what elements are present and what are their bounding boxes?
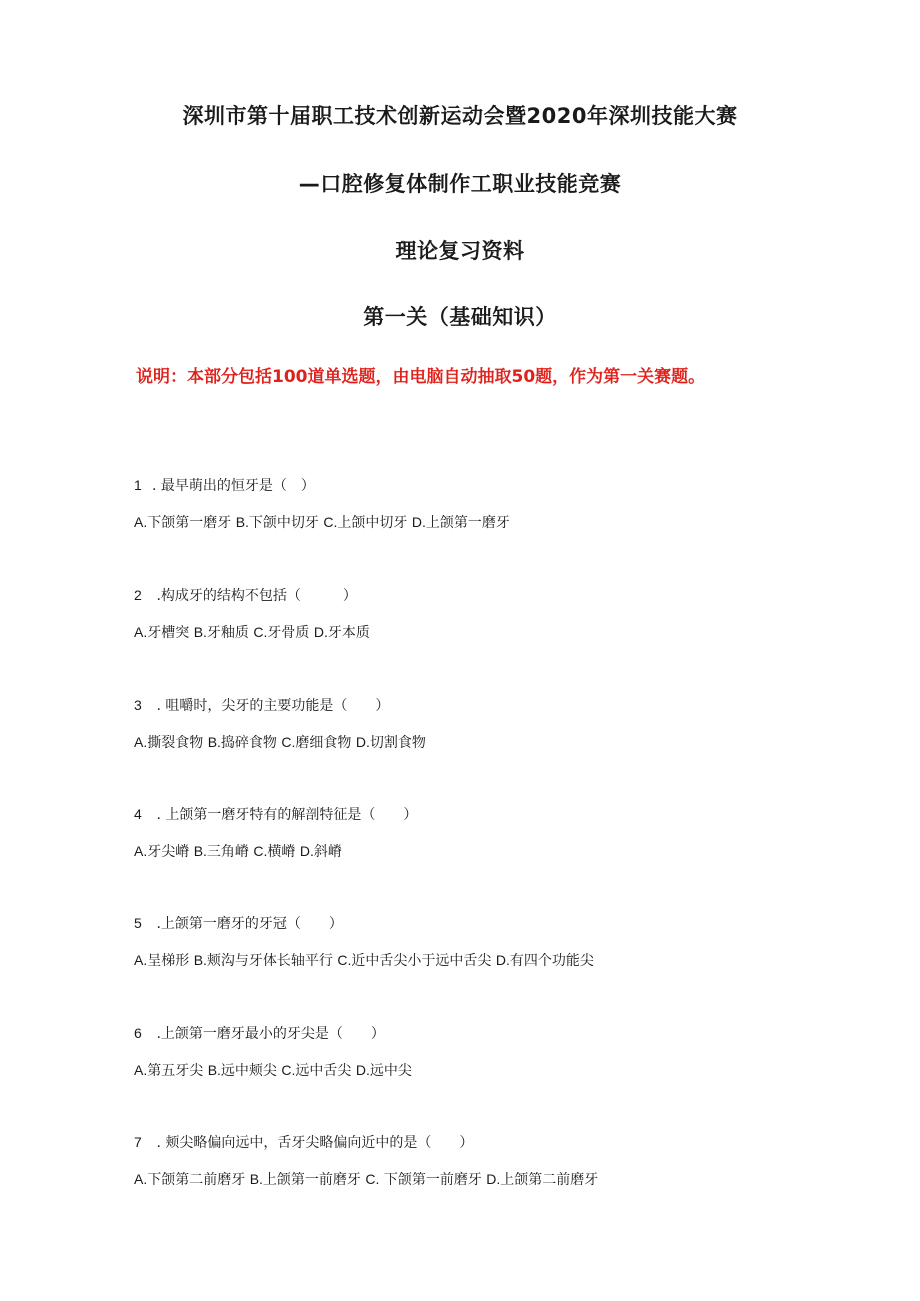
- option-text: 下颌第一前磨牙: [379, 1172, 487, 1188]
- question-text: .上颌第一磨牙最小的牙尖是（ ）: [152, 1026, 385, 1042]
- question-options: [134, 622, 370, 642]
- section-title: 第一关（基础知识）: [363, 305, 557, 329]
- question-6: [134, 1023, 385, 1043]
- question-1: [134, 475, 315, 495]
- option-text: 近中舌尖小于远中舌尖: [351, 953, 496, 969]
- option-text: 下颌中切牙: [248, 515, 324, 531]
- question-text: .构成牙的结构不包括（ ）: [152, 588, 357, 604]
- option-letter: A.: [134, 1171, 148, 1187]
- option-text: 远中舌尖: [295, 1063, 356, 1079]
- option-text: 远中颊尖: [220, 1063, 282, 1079]
- option-text: 牙本质: [327, 625, 370, 641]
- option-letter: C.: [337, 952, 352, 968]
- competition-subtitle: —口腔修复体制作工职业技能竞赛: [298, 172, 622, 196]
- option-letter: D.: [355, 734, 370, 750]
- option-letter: D.: [313, 624, 328, 640]
- option-text: 牙尖嵴: [147, 844, 194, 860]
- question-2: [134, 585, 357, 605]
- option-text: 下颌第一磨牙: [147, 515, 236, 531]
- option-text: 捣碎食物: [220, 735, 282, 751]
- option-text: 牙釉质: [206, 625, 254, 641]
- option-text: 切割食物: [369, 735, 426, 751]
- question-number: 6: [134, 1025, 142, 1041]
- question-text: . 最早萌出的恒牙是（ ）: [152, 478, 315, 494]
- option-text: 颊沟与牙体长轴平行: [206, 953, 338, 969]
- option-letter: C.: [281, 1062, 296, 1078]
- question-number: 4: [134, 806, 142, 822]
- question-number: 2: [134, 587, 142, 603]
- option-text: 第五牙尖: [147, 1063, 208, 1079]
- option-letter: B.: [207, 1062, 221, 1078]
- question-number: 3: [134, 697, 142, 713]
- question-7: [134, 1132, 473, 1152]
- option-text: 上颌中切牙: [337, 515, 412, 531]
- option-text: 有四个功能尖: [509, 953, 594, 969]
- question-number: 1: [134, 477, 142, 493]
- question-text: .上颌第一磨牙的牙冠（ ）: [152, 916, 343, 932]
- option-letter: A.: [134, 843, 148, 859]
- option-letter: C.: [253, 843, 268, 859]
- option-letter: B.: [235, 514, 249, 530]
- option-letter: C.: [323, 514, 338, 530]
- instructions-note: 说明：本部分包括100道单选题，由电脑自动抽取50题，作为第一关赛题。: [136, 367, 706, 387]
- question-options: [134, 1169, 598, 1189]
- option-letter: C.: [253, 624, 268, 640]
- question-options: [134, 1060, 412, 1080]
- question-options: [134, 841, 342, 861]
- option-letter: A.: [134, 1062, 148, 1078]
- option-letter: B.: [193, 624, 207, 640]
- option-letter: A.: [134, 734, 148, 750]
- option-letter: D.: [486, 1171, 501, 1187]
- option-text: 斜嵴: [313, 844, 342, 860]
- question-number: 7: [134, 1134, 142, 1150]
- option-text: 牙槽突: [147, 625, 194, 641]
- option-letter: C.: [281, 734, 296, 750]
- option-text: 磨细食物: [295, 735, 356, 751]
- question-4: [134, 804, 417, 824]
- option-letter: D.: [355, 1062, 370, 1078]
- option-letter: B.: [193, 952, 207, 968]
- option-letter: D.: [495, 952, 510, 968]
- option-text: 牙骨质: [267, 625, 314, 641]
- document-title: 深圳市第十届职工技术创新运动会暨2020年深圳技能大赛: [182, 104, 738, 128]
- material-title: 理论复习资料: [395, 239, 525, 263]
- option-text: 上颌第一磨牙: [425, 515, 510, 531]
- option-text: 远中尖: [369, 1063, 412, 1079]
- option-letter: D.: [299, 843, 314, 859]
- option-text: 上颌第一前磨牙: [262, 1172, 366, 1188]
- question-options: [134, 732, 426, 752]
- option-letter: C.: [365, 1171, 380, 1187]
- option-text: 上颌第二前磨牙: [500, 1172, 599, 1188]
- option-letter: B.: [193, 843, 207, 859]
- question-options: [134, 950, 594, 970]
- question-number: 5: [134, 915, 142, 931]
- option-letter: A.: [134, 624, 148, 640]
- option-letter: B.: [249, 1171, 263, 1187]
- option-text: 呈梯形: [147, 953, 194, 969]
- option-text: 三角嵴: [206, 844, 254, 860]
- option-text: 下颌第二前磨牙: [147, 1172, 250, 1188]
- option-letter: D.: [411, 514, 426, 530]
- option-letter: B.: [207, 734, 221, 750]
- question-text: . 颊尖略偏向远中，舌牙尖略偏向近中的是（ ）: [152, 1135, 474, 1151]
- question-options: [134, 512, 510, 532]
- question-5: [134, 913, 343, 933]
- option-text: 撕裂食物: [147, 735, 208, 751]
- option-letter: A.: [134, 952, 148, 968]
- question-text: . 上颌第一磨牙特有的解剖特征是（ ）: [152, 807, 418, 823]
- question-text: . 咀嚼时，尖牙的主要功能是（ ）: [152, 698, 390, 714]
- option-text: 横嵴: [267, 844, 300, 860]
- option-letter: A.: [134, 514, 148, 530]
- question-3: [134, 695, 389, 715]
